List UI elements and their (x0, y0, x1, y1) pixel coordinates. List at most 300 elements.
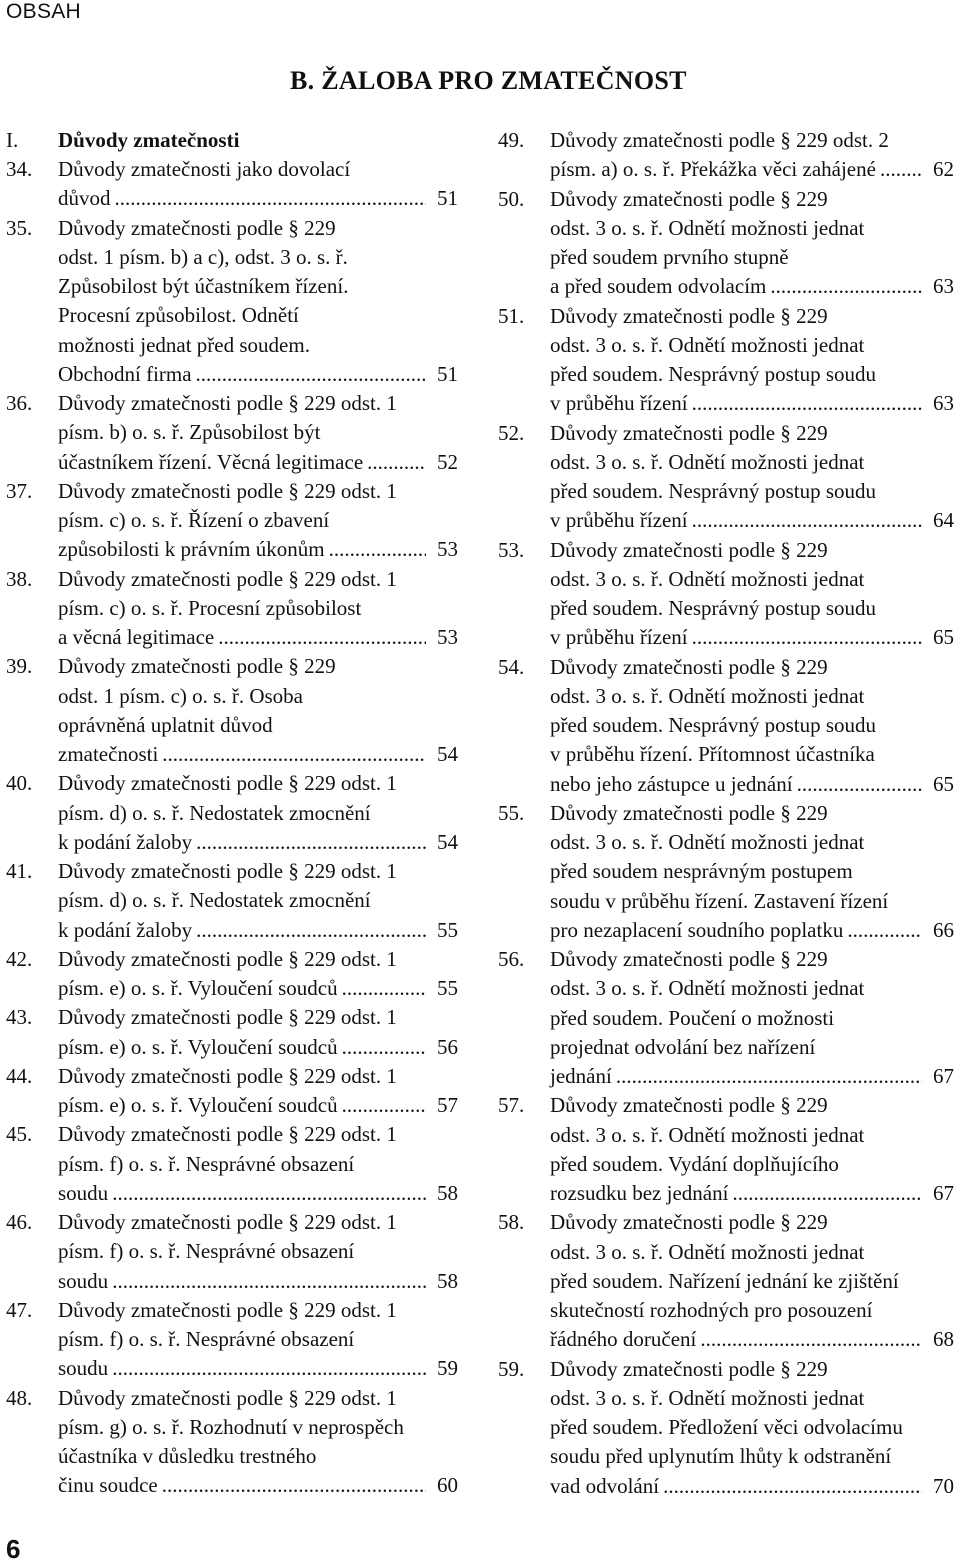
dot-leader (112, 1267, 426, 1296)
entry-line (6, 418, 458, 447)
toc-entry[interactable] (498, 945, 954, 1091)
entry-text: Důvody zmatečnosti jako dovolací (58, 157, 351, 181)
entry-line (498, 594, 954, 623)
entry-text: Důvody zmatečnosti podle § 229 (550, 1210, 828, 1235)
entry-line (6, 652, 458, 681)
dot-leader (329, 535, 426, 564)
dot-leader (692, 389, 922, 418)
entry-text: Důvody zmatečnosti podle § 229 odst. 1 (58, 478, 397, 503)
entry-line (6, 1150, 458, 1179)
entry-text: písm. c) o. s. ř. Řízení o zbavení (58, 508, 330, 532)
entry-text: Důvody zmatečnosti podle § 229 odst. 1 (58, 771, 397, 796)
entry-text: Důvody zmatečnosti podle § 229 (550, 303, 828, 328)
entry-line (498, 770, 954, 799)
entry-text: v průběhu řízení. Přítomnost účastníka (550, 742, 875, 767)
entry-number: 59. (498, 1356, 525, 1381)
entry-line (498, 653, 954, 682)
toc-column-left (6, 126, 458, 1501)
entry-page-number: 60 (437, 1473, 458, 1498)
entry-line (6, 1208, 458, 1237)
entry-line (6, 1413, 458, 1442)
entry-line (498, 623, 954, 652)
entry-text: způsobilosti k právním úkonům (58, 537, 325, 562)
entry-text: před soudem nesprávným postupem (550, 859, 853, 884)
entry-text: v průběhu řízení (550, 508, 688, 533)
dot-leader (692, 506, 922, 535)
entry-text: Důvody zmatečnosti podle § 229 (550, 1093, 828, 1118)
entry-text: účastníkem řízení. Věcná legitimace (58, 449, 364, 474)
entry-text: v průběhu řízení (550, 625, 688, 650)
entry-text: soudu před uplynutím lhůty k odstranění (550, 1444, 892, 1469)
dot-leader (663, 1472, 922, 1501)
entry-number: 58. (498, 1210, 525, 1235)
toc-entry[interactable] (6, 214, 458, 390)
entry-page-number: 64 (933, 508, 954, 533)
dot-leader (115, 184, 427, 213)
dot-leader (342, 1033, 426, 1062)
entry-page-number: 54 (437, 829, 458, 854)
entry-text: soudu (58, 1180, 109, 1205)
toc-entry[interactable] (6, 1120, 458, 1208)
entry-line (6, 1062, 458, 1091)
entry-line (6, 1325, 458, 1354)
entry-line (6, 828, 458, 857)
entry-page-number: 66 (933, 917, 954, 942)
toc-list-left (6, 155, 458, 1501)
entry-text: před soudem. Poučení o možnosti (550, 1005, 835, 1030)
entry-line (6, 214, 458, 243)
entry-text: a věcná legitimace (58, 625, 215, 649)
entry-page-number: 53 (437, 537, 458, 562)
entry-line (498, 1296, 954, 1325)
entry-number: 42. (6, 946, 33, 971)
toc-entry[interactable] (6, 1384, 458, 1501)
entry-number: 44. (6, 1063, 33, 1088)
entry-text: odst. 3 o. s. ř. Odnětí možnosti jednat (550, 449, 865, 474)
entry-text: odst. 3 o. s. ř. Odnětí možnosti jednat (550, 215, 865, 240)
entry-number: 54. (498, 654, 525, 679)
running-head: OBSAH (6, 0, 82, 23)
entry-text: odst. 1 písm. c) o. s. ř. Osoba (58, 683, 303, 708)
entry-text: Důvody zmatečnosti podle § 229 (550, 1356, 828, 1381)
entry-text: písm. e) o. s. ř. Vyloučení soudců (58, 976, 338, 1000)
toc-entry[interactable] (498, 1355, 954, 1501)
entry-line (6, 799, 458, 828)
entry-number: 56. (498, 947, 525, 971)
entry-text: Důvody zmatečnosti podle § 229 odst. 1 (58, 859, 397, 883)
entry-text: zmatečnosti (58, 742, 159, 766)
part-title: B. ŽALOBA PRO ZMATEČNOST (290, 66, 687, 95)
entry-page-number: 51 (437, 361, 458, 386)
dot-leader (196, 828, 426, 857)
toc-entry[interactable] (6, 1208, 458, 1296)
entry-line (498, 419, 954, 448)
entry-line (498, 945, 954, 974)
entry-line (6, 506, 458, 535)
entry-line (6, 1471, 458, 1500)
entry-text: Důvody zmatečnosti podle § 229 odst. 1 (58, 1005, 397, 1030)
entry-text: Procesní způsobilost. Odnětí (58, 303, 299, 328)
entry-line (6, 916, 458, 945)
entry-page-number: 51 (437, 186, 458, 211)
entry-text: možnosti jednat před soudem. (58, 332, 310, 357)
section-number: I. (6, 128, 19, 152)
entry-text: odst. 3 o. s. ř. Odnětí možnosti jednat (550, 683, 865, 708)
entry-text: před soudem. Nesprávný postup soudu (550, 479, 877, 503)
entry-text: odst. 3 o. s. ř. Odnětí možnosti jednat (550, 830, 865, 854)
toc-list-right (498, 126, 954, 1501)
entry-line (498, 214, 954, 243)
entry-text: Důvody zmatečnosti podle § 229 (550, 420, 828, 445)
entry-text: písm. f) o. s. ř. Nesprávné obsazení (58, 1239, 355, 1264)
dot-leader (616, 1062, 922, 1091)
entry-text: Důvody zmatečnosti podle § 229 (550, 947, 828, 971)
entry-text: písm. d) o. s. ř. Nedostatek zmocnění (58, 800, 371, 825)
entry-text: nebo jeho zástupce u jednání (550, 771, 793, 796)
entry-line (498, 272, 954, 301)
entry-text: Důvody zmatečnosti podle § 229 odst. 2 (550, 128, 889, 152)
entry-line (498, 360, 954, 389)
dot-leader (162, 740, 426, 769)
entry-page-number: 62 (933, 157, 954, 182)
entry-line (6, 1267, 458, 1296)
entry-line (6, 1296, 458, 1325)
dot-leader (880, 155, 922, 184)
entry-line (498, 799, 954, 828)
toc-entry[interactable] (6, 389, 458, 477)
entry-text: odst. 3 o. s. ř. Odnětí možnosti jednat (550, 1385, 865, 1410)
entry-number: 52. (498, 420, 525, 445)
entry-text: skutečností rozhodných pro posouzení (550, 1298, 873, 1322)
entry-line (498, 302, 954, 331)
entry-number: 45. (6, 1122, 33, 1147)
entry-text: soudu (58, 1356, 109, 1381)
entry-number: 34. (6, 157, 33, 181)
entry-line (6, 243, 458, 272)
section-title: Důvody zmatečnosti (58, 128, 240, 152)
dot-leader (112, 1179, 426, 1208)
entry-number: 57. (498, 1093, 525, 1118)
entry-line (6, 740, 458, 769)
entry-line (6, 711, 458, 740)
dot-leader (367, 448, 426, 477)
toc-entry[interactable] (6, 1062, 458, 1121)
entry-line (498, 506, 954, 535)
entry-text: před soudem. Nesprávný postup soudu (550, 362, 877, 386)
entry-line (6, 945, 458, 974)
entry-line (498, 389, 954, 418)
entry-line (498, 828, 954, 857)
entry-number: 51. (498, 303, 525, 328)
entry-text: Důvody zmatečnosti podle § 229 odst. 1 (58, 1210, 397, 1234)
entry-line (6, 477, 458, 506)
entry-number: 49. (498, 128, 525, 152)
dot-leader (342, 974, 426, 1003)
entry-text: odst. 3 o. s. ř. Odnětí možnosti jednat (550, 1122, 865, 1147)
entry-text: jednání (550, 1064, 612, 1088)
entry-text: před soudem prvního stupně (550, 245, 789, 269)
toc-entry[interactable] (6, 565, 458, 653)
section-heading (6, 126, 458, 155)
entry-line (498, 565, 954, 594)
entry-line (498, 1472, 954, 1501)
entry-text: Důvody zmatečnosti podle § 229 (58, 654, 336, 679)
entry-page-number: 59 (437, 1356, 458, 1381)
entry-text: před soudem. Předložení věci odvolacímu (550, 1415, 903, 1439)
dot-leader (218, 623, 426, 652)
entry-line (6, 1091, 458, 1120)
entry-text: Důvody zmatečnosti podle § 229 (58, 215, 336, 240)
entry-text: Důvody zmatečnosti podle § 229 (550, 800, 828, 825)
entry-text: odst. 3 o. s. ř. Odnětí možnosti jednat (550, 332, 865, 357)
entry-line (498, 185, 954, 214)
entry-text: Důvody zmatečnosti podle § 229 odst. 1 (58, 1122, 397, 1147)
entry-line (6, 857, 458, 886)
entry-line (498, 857, 954, 886)
entry-line (498, 711, 954, 740)
entry-text: v průběhu řízení (550, 391, 688, 416)
entry-page-number: 56 (437, 1034, 458, 1059)
entry-line (6, 389, 458, 418)
entry-line (6, 1354, 458, 1383)
entry-line (498, 1325, 954, 1354)
entry-line (498, 1384, 954, 1413)
entry-text: Důvody zmatečnosti podle § 229 odst. 1 (58, 1297, 397, 1322)
toc-entry[interactable] (6, 769, 458, 857)
dot-leader (732, 1179, 922, 1208)
entry-line (6, 682, 458, 711)
entry-text: Důvody zmatečnosti podle § 229 odst. 1 (58, 946, 397, 971)
entry-text: pro nezaplacení soudního poplatku (550, 917, 844, 942)
dot-leader (692, 623, 922, 652)
toc-entry[interactable] (498, 536, 954, 653)
entry-line (6, 535, 458, 564)
entry-page-number: 65 (933, 771, 954, 796)
entry-line (6, 769, 458, 798)
entry-line (6, 886, 458, 915)
toc-entry[interactable] (498, 1208, 954, 1354)
entry-text: písm. f) o. s. ř. Nesprávné obsazení (58, 1327, 355, 1351)
entry-text: před soudem. Vydání doplňujícího (550, 1151, 839, 1176)
entry-text: k podání žaloby (58, 829, 193, 854)
dot-leader (700, 1325, 922, 1354)
entry-text: Obchodní firma (58, 361, 192, 386)
entry-line (498, 974, 954, 1003)
entry-text: odst. 3 o. s. ř. Odnětí možnosti jednat (550, 1239, 865, 1264)
entry-number: 38. (6, 566, 33, 591)
entry-text: Důvody zmatečnosti podle § 229 odst. 1 (58, 566, 397, 591)
entry-page-number: 57 (437, 1093, 458, 1117)
entry-page-number: 68 (933, 1327, 954, 1352)
entry-page-number: 58 (437, 1180, 458, 1205)
entry-number: 37. (6, 478, 33, 503)
entry-page-number: 54 (437, 742, 458, 766)
entry-number: 43. (6, 1005, 33, 1030)
entry-line (6, 1384, 458, 1413)
page-number: 6 (6, 1534, 21, 1564)
entry-line (498, 243, 954, 272)
dot-leader (112, 1354, 426, 1383)
entry-line (498, 682, 954, 711)
entry-line (6, 594, 458, 623)
entry-text: Důvody zmatečnosti podle § 229 (550, 537, 828, 562)
entry-number: 35. (6, 215, 33, 240)
entry-text: před soudem. Nařízení jednání ke zjištění (550, 1268, 899, 1293)
dot-leader (770, 272, 922, 301)
entry-number: 47. (6, 1297, 33, 1322)
entry-text: k podání žaloby (58, 917, 193, 942)
entry-line (6, 331, 458, 360)
entry-number: 48. (6, 1385, 33, 1410)
entry-text: soudu (58, 1268, 109, 1293)
entry-text: oprávněná uplatnit důvod (58, 712, 273, 737)
dot-leader (797, 770, 922, 799)
entry-text: řádného doručení (550, 1327, 697, 1352)
entry-line (498, 1442, 954, 1471)
entry-text: písm. b) o. s. ř. Způsobilost být (58, 420, 321, 445)
toc-entry[interactable] (498, 302, 954, 419)
entry-page-number: 55 (437, 917, 458, 942)
entry-number: 40. (6, 771, 33, 796)
entry-number: 36. (6, 391, 33, 415)
entry-text: před soudem. Nesprávný postup soudu (550, 713, 877, 737)
entry-line (498, 126, 954, 155)
entry-line (6, 1120, 458, 1149)
entry-text: rozsudku bez jednání (550, 1181, 729, 1205)
entry-line (498, 1238, 954, 1267)
entry-number: 55. (498, 800, 525, 825)
entry-line (498, 1179, 954, 1208)
entry-text: písm. e) o. s. ř. Vyloučení soudců (58, 1034, 338, 1059)
toc-entry[interactable] (498, 799, 954, 945)
entry-line (6, 184, 458, 213)
entry-text: písm. g) o. s. ř. Rozhodnutí v neprospěch (58, 1414, 404, 1439)
entry-text: projednat odvolání bez nařízení (550, 1034, 816, 1059)
entry-number: 39. (6, 654, 33, 679)
entry-line (498, 916, 954, 945)
entry-text: činu soudce (58, 1473, 158, 1498)
entry-text: Důvody zmatečnosti podle § 229 (550, 654, 828, 679)
dot-leader (847, 916, 922, 945)
dot-leader (196, 916, 426, 945)
entry-line (498, 477, 954, 506)
entry-line (498, 536, 954, 565)
entry-page-number: 67 (933, 1181, 954, 1205)
toc-entry[interactable] (498, 126, 954, 185)
toc-entry[interactable] (6, 1003, 458, 1062)
entry-line (6, 1237, 458, 1266)
entry-text: Důvody zmatečnosti podle § 229 odst. 1 (58, 1063, 397, 1088)
entry-text: písm. e) o. s. ř. Vyloučení soudců (58, 1093, 338, 1117)
dot-leader (162, 1471, 426, 1500)
entry-line (6, 1033, 458, 1062)
entry-line (6, 1003, 458, 1032)
entry-text: odst. 3 o. s. ř. Odnětí možnosti jednat (550, 566, 865, 591)
entry-line (498, 1033, 954, 1062)
entry-line (6, 360, 458, 389)
toc-entry[interactable] (498, 419, 954, 536)
toc-entry[interactable] (6, 155, 458, 214)
entry-text: vad odvolání (550, 1473, 660, 1498)
toc-entry[interactable] (6, 945, 458, 1004)
entry-line (6, 272, 458, 301)
entry-line (6, 155, 458, 184)
entry-line (498, 1121, 954, 1150)
dot-leader (342, 1091, 426, 1120)
entry-text: Důvody zmatečnosti podle § 229 (550, 186, 828, 211)
entry-line (498, 1062, 954, 1091)
entry-number: 53. (498, 537, 525, 562)
entry-line (498, 1091, 954, 1120)
entry-page-number: 65 (933, 625, 954, 650)
entry-line (498, 1208, 954, 1237)
toc-entry[interactable] (6, 652, 458, 769)
entry-page-number: 55 (437, 976, 458, 1000)
toc-entry[interactable] (498, 1091, 954, 1208)
entry-line (498, 448, 954, 477)
entry-line (6, 974, 458, 1003)
entry-page-number: 70 (933, 1473, 954, 1498)
entry-text: před soudem. Nesprávný postup soudu (550, 596, 877, 620)
toc-entry[interactable] (498, 653, 954, 799)
entry-line (6, 301, 458, 330)
entry-text: a před soudem odvolacím (550, 274, 767, 299)
entry-line (498, 1413, 954, 1442)
entry-line (498, 740, 954, 769)
entry-line (498, 331, 954, 360)
entry-text: důvod (58, 186, 111, 211)
entry-number: 50. (498, 186, 525, 211)
entry-line (498, 1150, 954, 1179)
entry-line (498, 1267, 954, 1296)
entry-text: písm. f) o. s. ř. Nesprávné obsazení (58, 1151, 355, 1176)
toc-entry[interactable] (6, 857, 458, 945)
entry-page-number: 63 (933, 391, 954, 416)
entry-line (6, 565, 458, 594)
entry-line (498, 1355, 954, 1384)
entry-line (498, 887, 954, 916)
entry-page-number: 52 (437, 449, 458, 474)
entry-text: soudu v průběhu řízení. Zastavení řízení (550, 888, 889, 913)
toc-entry[interactable] (6, 477, 458, 565)
entry-text: písm. a) o. s. ř. Překážka věci zahájené (550, 157, 876, 182)
toc-column-right (498, 126, 954, 1501)
entry-text: Důvody zmatečnosti podle § 229 odst. 1 (58, 391, 397, 415)
toc-entry[interactable] (498, 185, 954, 302)
entry-text: Důvody zmatečnosti podle § 229 odst. 1 (58, 1385, 397, 1410)
entry-line (498, 155, 954, 184)
entry-line (6, 623, 458, 652)
entry-line (498, 1004, 954, 1033)
entry-text: písm. d) o. s. ř. Nedostatek zmocnění (58, 888, 371, 913)
toc-entry[interactable] (6, 1296, 458, 1384)
entry-text: Způsobilost být účastníkem řízení. (58, 274, 349, 298)
entry-page-number: 58 (437, 1268, 458, 1293)
entry-text: odst. 1 písm. b) a c), odst. 3 o. s. ř. (58, 244, 348, 269)
entry-text: účastníka v důsledku trestného (58, 1444, 317, 1468)
entry-line (6, 448, 458, 477)
entry-page-number: 63 (933, 274, 954, 299)
entry-page-number: 67 (933, 1064, 954, 1088)
entry-text: písm. c) o. s. ř. Procesní způsobilost (58, 595, 362, 620)
entry-number: 46. (6, 1210, 33, 1234)
entry-text: odst. 3 o. s. ř. Odnětí možnosti jednat (550, 976, 865, 1001)
entry-number: 41. (6, 859, 33, 883)
dot-leader (196, 360, 426, 389)
entry-line (6, 1179, 458, 1208)
entry-line (6, 1442, 458, 1471)
entry-page-number: 53 (437, 625, 458, 649)
